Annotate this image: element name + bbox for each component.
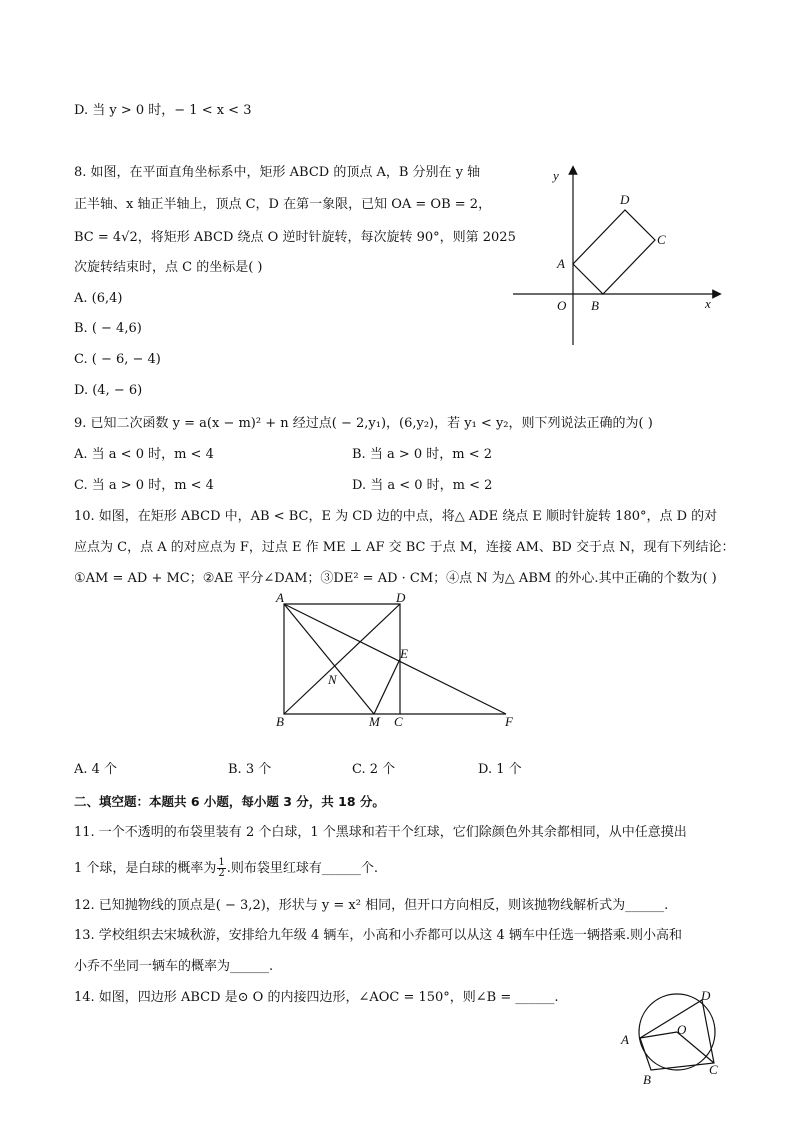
- q8-option-c[interactable]: C. ( − 6, − 4): [74, 352, 161, 367]
- q11-text-after-fraction: .则布袋里红球有______个.: [226, 861, 379, 876]
- fig14-label-d: D: [701, 988, 711, 1003]
- q7-option-d: D. 当 y > 0 时，− 1 < x < 3: [74, 103, 252, 118]
- fig14-label-c: C: [709, 1062, 718, 1077]
- q10-option-b[interactable]: B. 3 个: [228, 762, 272, 777]
- fig10-label-b: B: [276, 714, 284, 729]
- fig8-label-y: y: [553, 168, 559, 183]
- fig8-label-o: O: [557, 298, 567, 313]
- q10-text-line-3: ①AM = AD + MC；②AE 平分∠DAM；③DE² = AD · CM；④点 N 为△ ABM 的外心.其中正确的个数为( ): [74, 571, 717, 586]
- fig10-label-m: M: [369, 714, 380, 729]
- fig10-label-c: C: [394, 714, 403, 729]
- q9-option-b[interactable]: B. 当 a > 0 时，m < 2: [352, 447, 493, 462]
- segment-af: [284, 604, 506, 714]
- fig10-label-a: A: [276, 590, 284, 605]
- q8-text-line-3: BC = 4√2，将矩形 ABCD 绕点 O 逆时针旋转，每次旋转 90°，则第 2025: [74, 230, 516, 245]
- q11-text-before-fraction: 1 个球，是白球的概率为: [74, 861, 217, 876]
- q10-text-line-2: 应点为 C，点 A 的对应点为 F，过点 E 作 ME ⊥ AF 交 BC 于点 M，连接 AM、BD 交于点 N，现有下列结论：: [74, 540, 735, 555]
- fig14-label-a: A: [621, 1032, 629, 1047]
- fig8-label-a: A: [557, 256, 565, 271]
- fig10-label-e: E: [400, 646, 408, 661]
- q10-option-a[interactable]: A. 4 个: [74, 762, 118, 777]
- q12-text: 12. 已知抛物线的顶点是( − 3,2)，形状与 y = x² 相同，但开口方向相反，则该抛物线解析式为______.: [74, 898, 669, 913]
- fig10-label-f: F: [505, 714, 513, 729]
- q9-option-c[interactable]: C. 当 a > 0 时，m < 4: [74, 478, 214, 493]
- q8-coordinate-figure: [505, 160, 730, 350]
- q10-option-d[interactable]: D. 1 个: [478, 762, 522, 777]
- fig14-label-o: O: [677, 1022, 687, 1037]
- q11-text-line-2: [74, 858, 378, 879]
- fig8-label-d: D: [620, 192, 630, 207]
- q13-text-line-1: 13. 学校组织去宋城秋游，安排给九年级 4 辆车，小高和小乔都可以从这 4 辆车中任选一辆搭乘.则小高和: [74, 928, 683, 943]
- q13-text-line-2: 小乔不坐同一辆车的概率为______.: [74, 959, 274, 974]
- section-2-heading: 二、填空题：本题共 6 小题，每小题 3 分，共 18 分。: [74, 794, 385, 809]
- fig8-label-x: x: [705, 296, 711, 311]
- q10-rectangle-figure: [270, 590, 530, 730]
- q9-option-d[interactable]: D. 当 a < 0 时，m < 2: [352, 478, 493, 493]
- segment-me: [374, 659, 400, 714]
- fraction-numerator: 1: [218, 857, 225, 868]
- fig14-label-b: B: [643, 1072, 651, 1087]
- segment-am: [284, 604, 374, 714]
- q14-circle-figure: [615, 988, 725, 1088]
- q8-text-line-2: 正半轴、x 轴正半轴上，顶点 C，D 在第一象限，已知 OA = OB = 2，: [74, 197, 492, 212]
- q8-option-a[interactable]: A. (6,4): [74, 291, 123, 306]
- q14-text-line-1: 14. 如图，四边形 ABCD 是⊙ O 的内接四边形，∠AOC = 150°，则∠B = ______.: [74, 990, 559, 1005]
- fig10-label-n: N: [328, 672, 337, 687]
- probability-fraction: [217, 858, 225, 879]
- fig10-label-d: D: [396, 590, 406, 605]
- segment-bd: [284, 604, 400, 714]
- q11-text-line-1: 11. 一个不透明的布袋里装有 2 个白球，1 个黑球和若干个红球，它们除颜色外其余都相同，从中任意摸出: [74, 825, 687, 840]
- q8-option-d[interactable]: D. (4, − 6): [74, 383, 143, 398]
- q8-text-line-4: 次旋转结束时，点 C 的坐标是( ): [74, 260, 263, 275]
- fig8-label-c: C: [657, 232, 666, 247]
- fraction-denominator: 2: [218, 868, 225, 879]
- q8-option-b[interactable]: B. ( − 4,6): [74, 321, 142, 336]
- q9-text-line-1: 9. 已知二次函数 y = a(x − m)² + n 经过点( − 2,y₁)，(6,y₂)，若 y₁ < y₂，则下列说法正确的为( ): [74, 416, 653, 431]
- fig8-label-b: B: [591, 298, 599, 313]
- q9-option-a[interactable]: A. 当 a < 0 时，m < 4: [74, 447, 214, 462]
- q10-option-c[interactable]: C. 2 个: [352, 762, 396, 777]
- q10-text-line-1: 10. 如图，在矩形 ABCD 中，AB < BC，E 为 CD 边的中点，将△ ADE 绕点 E 顺时针旋转 180°，点 D 的对: [74, 509, 718, 524]
- q8-text-line-1: 8. 如图，在平面直角坐标系中，矩形 ABCD 的顶点 A，B 分别在 y 轴: [74, 165, 481, 180]
- rectangle-abcd: [573, 210, 655, 294]
